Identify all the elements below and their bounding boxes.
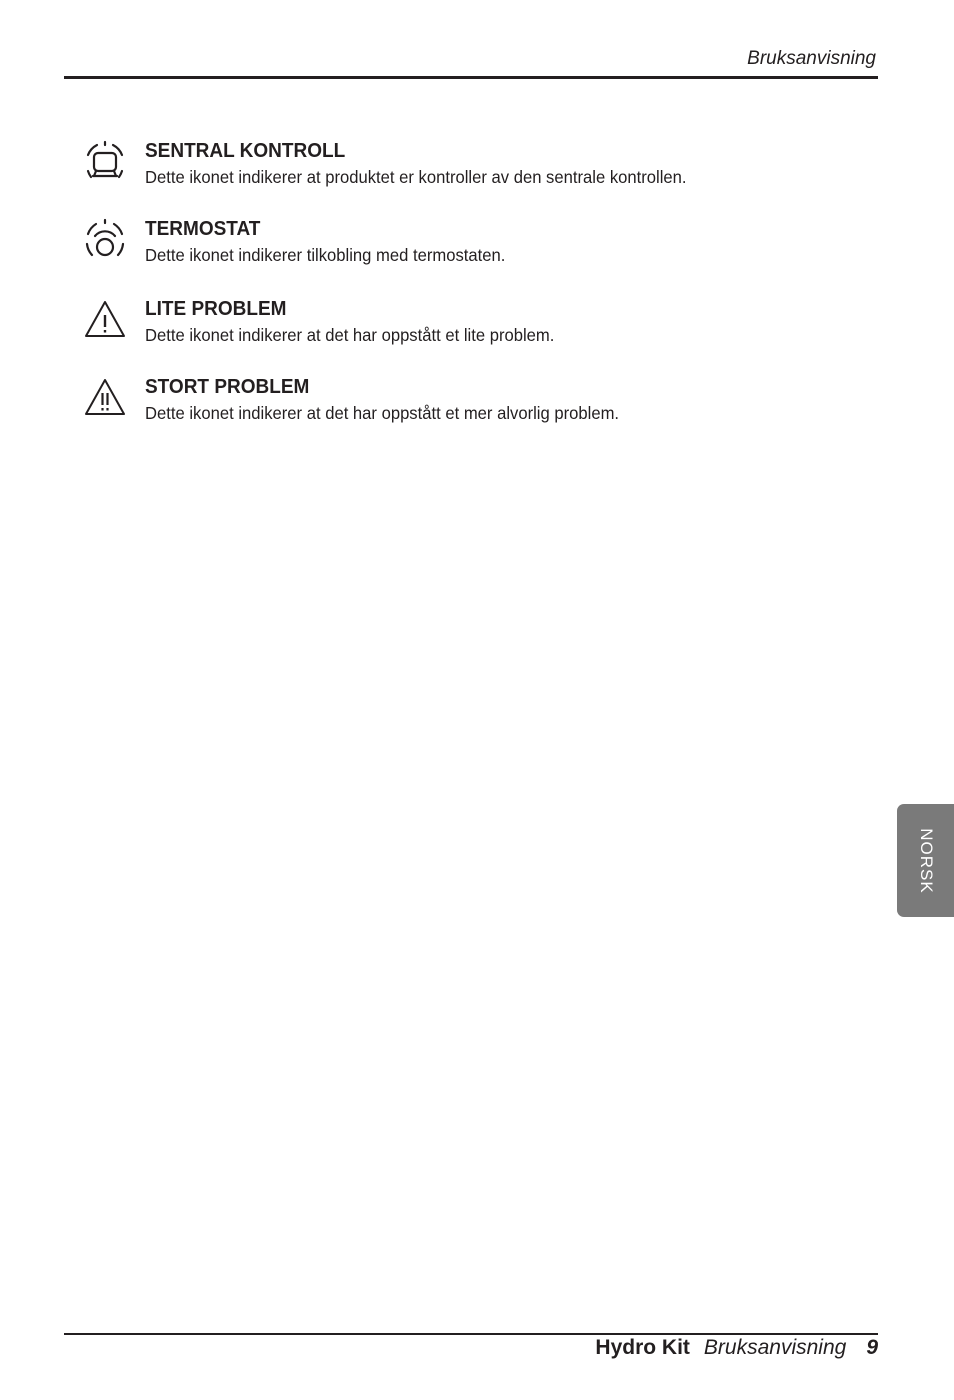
icon-entry-thermostat: [82, 218, 862, 274]
entry-title: SENTRAL KONTROLL: [145, 140, 346, 162]
header-rule: [64, 76, 878, 79]
entry-description: Dette ikonet indikerer at produktet er kontroller av den sentrale kontrollen.: [145, 167, 687, 187]
entry-description: Dette ikonet indikerer tilkobling med termostaten.: [145, 245, 506, 265]
entry-title: TERMOSTAT: [145, 218, 261, 240]
entry-description: Dette ikonet indikerer at det har oppstått et lite problem.: [145, 325, 555, 345]
icon-entry-major-problem: [82, 376, 862, 432]
warning-major-icon: [82, 376, 128, 422]
footer-product: Hydro Kit: [595, 1336, 690, 1359]
running-header: Bruksanvisning: [747, 48, 876, 69]
entry-title: STORT PROBLEM: [145, 376, 310, 398]
entry-description: Dette ikonet indikerer at det har oppstått et mer alvorlig problem.: [145, 403, 620, 423]
language-tab: [897, 804, 954, 917]
language-tab-label: NORSK: [916, 827, 936, 894]
icon-entry-minor-problem: [82, 298, 862, 354]
footer-rule: [64, 1333, 878, 1335]
thermostat-icon: [82, 218, 128, 264]
warning-minor-icon: [82, 298, 128, 344]
icon-entry-central-control: [82, 140, 862, 196]
central-control-icon: [82, 140, 128, 186]
entry-title: LITE PROBLEM: [145, 298, 287, 320]
footer-doc-title: Bruksanvisning: [703, 1336, 847, 1359]
page-footer: [595, 1336, 878, 1360]
page-number: 9: [866, 1336, 878, 1359]
